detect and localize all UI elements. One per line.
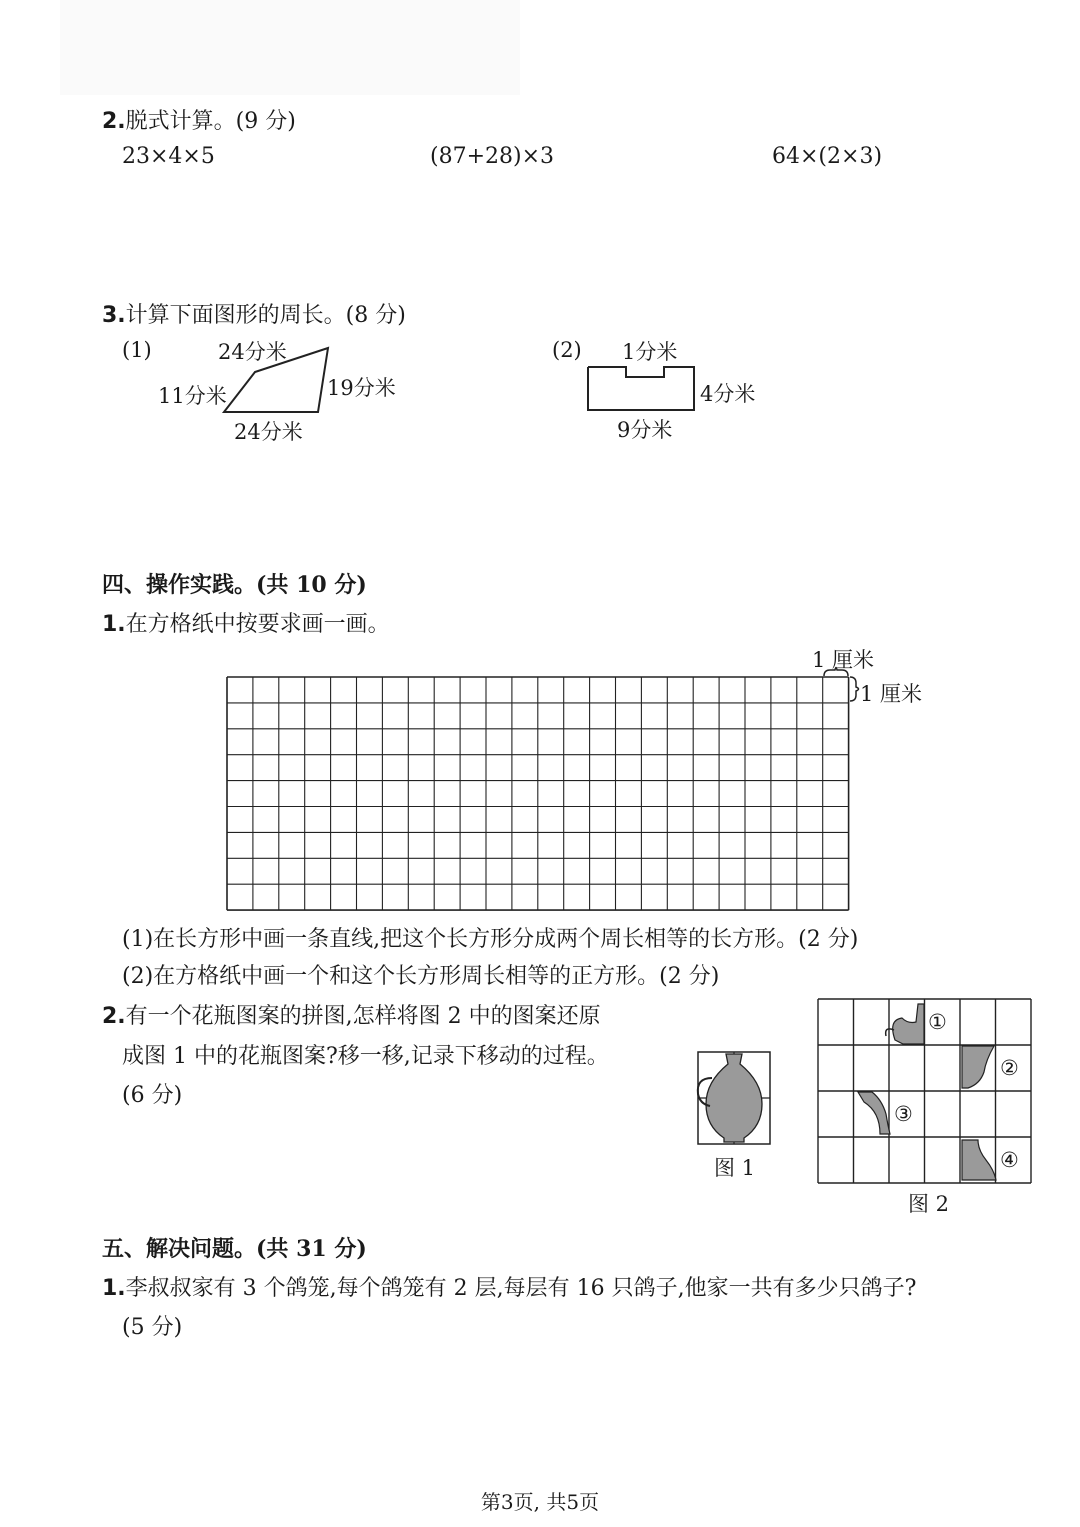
unit-label-vertical: 1 厘米 (860, 682, 923, 706)
s4-q1-title: 在方格纸中按要求画一画。 (125, 612, 390, 637)
s5-q1-score: (5 分) (122, 1315, 183, 1340)
s5-q1-number: 1. (102, 1276, 126, 1301)
puzzle-piece-1 (893, 1004, 924, 1044)
fig2-label: (2) (552, 338, 582, 362)
s4-q2-number: 2. (102, 1004, 126, 1029)
section-four-title: 四、操作实践。(共 10 分) (102, 572, 367, 598)
fig1-left-length: 11分米 (158, 384, 227, 408)
fig1-top-length: 24分米 (218, 340, 287, 364)
s4-q2-line2: 成图 1 中的花瓶图案?移一移,记录下移动的过程。 (122, 1044, 609, 1069)
fig1-bottom-length: 24分米 (234, 420, 303, 444)
puzzle-piece-3 (858, 1092, 890, 1134)
expression-1: 23×4×5 (122, 144, 215, 169)
s4-q1-sub1: (1)在长方形中画一条直线,把这个长方形分成两个周长相等的长方形。(2 分) (122, 927, 859, 952)
s4-q1-number: 1. (102, 612, 126, 637)
piece-marker-1: ① (928, 1010, 947, 1034)
puzzle-piece-2 (962, 1046, 994, 1088)
q3-title: 计算下面图形的周长。(8 分) (125, 303, 406, 328)
fig2-bottom-length: 9分米 (617, 418, 673, 442)
piece-marker-3: ③ (894, 1102, 913, 1126)
fig2-notch-length: 1分米 (622, 340, 678, 364)
q2-number: 2. (102, 109, 126, 134)
expression-3: 64×(2×3) (772, 144, 883, 169)
fig1-caption: 图 1 (714, 1156, 756, 1180)
q2-title: 脱式计算。(9 分) (125, 109, 296, 134)
fig2-caption: 图 2 (908, 1192, 950, 1216)
unit-label-horizontal: 1 厘米 (812, 648, 875, 672)
piece-marker-4: ④ (1000, 1148, 1019, 1172)
s4-q1-sub2: (2)在方格纸中画一个和这个长方形周长相等的正方形。(2 分) (122, 964, 720, 989)
section-five-title: 五、解决问题。(共 31 分) (102, 1236, 367, 1262)
s5-q1-line (102, 1271, 916, 1302)
expression-2: (87+28)×3 (430, 144, 555, 169)
s5-q1-text: 李叔叔家有 3 个鸽笼,每个鸽笼有 2 层,每层有 16 只鸽子,他家一共有多少只鸽子? (125, 1276, 917, 1301)
piece-marker-2: ② (1000, 1056, 1019, 1080)
q3-number: 3. (102, 303, 126, 328)
s4-q2-text-line1: 有一个花瓶图案的拼图,怎样将图 2 中的图案还原 (125, 1004, 601, 1029)
fig2-right-length: 4分米 (700, 382, 756, 406)
s4-q2-score: (6 分) (122, 1083, 183, 1108)
puzzle-piece-4 (962, 1140, 996, 1180)
fig1-label: (1) (122, 338, 152, 362)
fig1-right-length: 19分米 (327, 376, 396, 400)
page-number: 第3页, 共5页 (480, 1490, 600, 1514)
